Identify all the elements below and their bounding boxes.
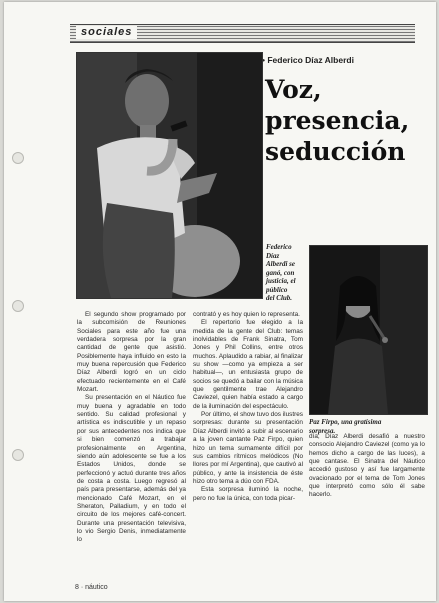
female-singer-photo: [309, 245, 428, 415]
photo-caption: Federico Díaz Alberdi se ganó, con justicia, el público del Club.: [266, 243, 296, 302]
binder-hole: [12, 152, 24, 164]
section-label: sociales: [76, 26, 137, 39]
headline-line: presencia,: [265, 106, 410, 135]
article-column: [309, 433, 425, 500]
paragraph: contrató y es hoy quien lo representa.: [193, 311, 300, 318]
paragraph: Su presentación en el Náutico fue muy buena y agradable en todo sentido. Su calidad profesional y artística es indiscutible y un repaso por sus antecedentes nos indica que si bien comenzó a trabajar profesionalmente en Argentina, siendo aún adolescente se fue a los Estados Unidos, donde se perfeccionó y actuó durante tres años de costa a costa. Luego regresó al país para presentarse, además del ya mencionado Café Mozart, en el Sheraton, Palladium, y en todo el circuito de los mejores café-concert. Durante una presentación televisiva, lo vio Sergio Denis, inmediatamente lo: [77, 394, 186, 544]
article-headline: [265, 74, 409, 167]
headline-line: seducción: [265, 137, 406, 166]
page-footer: 8 · náutico: [75, 584, 108, 591]
headline-line: Voz,: [265, 75, 322, 104]
binder-hole: [12, 300, 24, 312]
paragraph: El segundo show programado por la subcomisión de Reuniones Sociales para este año fue una verdadera sorpresa por la gran cantidad de gente que asistió. Posiblemente haya influido en esto la muy buena repercusión que Federico Díaz Alberdi logró en un ciclo efectuado recientemente en el Café Mozart.: [77, 311, 186, 394]
paragraph: día, Díaz Alberdi desafió a nuestro consocio Alejandro Caviezel (como ya lo hemos dicho a cargo de las luces), a que cantase. El Sinatra del Náutico accedió gustoso y así fue largamente ovacionado por el tema de Tom Jones que interpretó como sólo él sabe hacerlo.: [309, 433, 425, 499]
paragraph: Esta sorpresa iluminó la noche, pero no fue la única, con toda picar-: [193, 486, 303, 502]
photo-caption: Paz Firpo, una gratísima sorpresa.: [309, 418, 382, 435]
binder-hole: [12, 449, 24, 461]
singer-photo: [76, 52, 263, 299]
article-column: [193, 311, 303, 503]
article-column: [77, 311, 186, 545]
article-byline: • Federico Díaz Alberdi: [262, 55, 354, 65]
paragraph: El repertorio fue elegido a la medida de la gente del Club: temas inolvidables de Frank Sinatra, Tom Jones y Phil Collins, entre otros muchos. Aplaudido a rabiar, al finalizar su show —como ya empieza a ser habitual—, un entusiasta grupo de socios se quedó a bailar con la música que gentilmente trae Alejandro Caviezel, quien había estado a cargo de la iluminación del espectáculo.: [193, 319, 303, 410]
paragraph: Por último, el show tuvo dos ilustres sorpresas: durante su presentación Díaz Alberdi invitó a subir al escenario a la joven cantante Paz Firpo, quien hizo un tema sumamente difícil por sus cambios rítmicos melódicos (No llores por mí Argentina), que cautivó al público, y ante la insistencia de éste hizo otro tema a dúo con FDA.: [193, 411, 303, 485]
